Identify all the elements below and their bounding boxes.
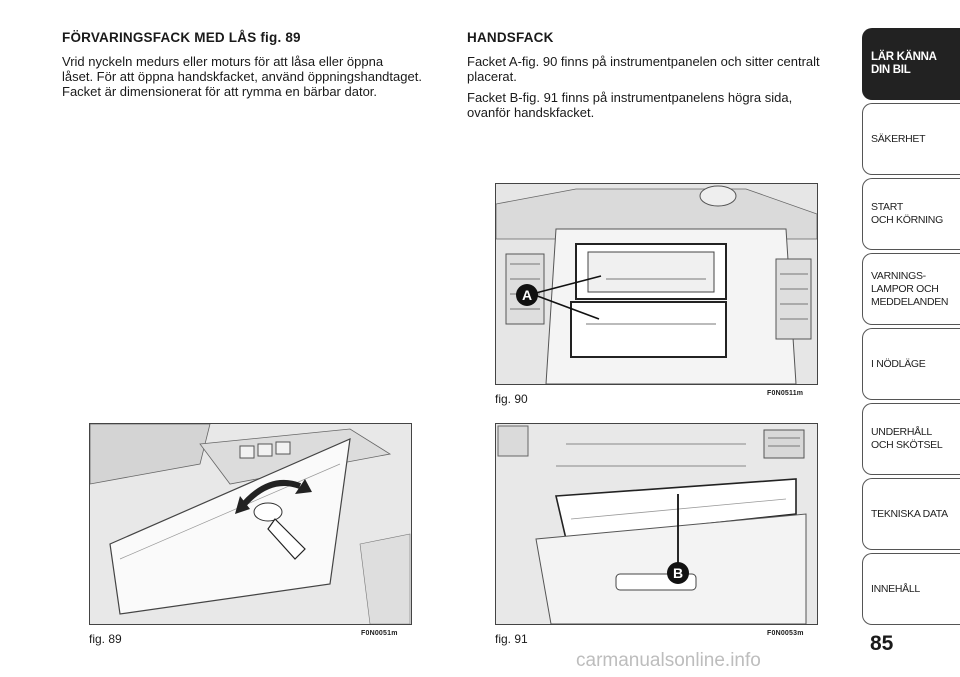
- page-number: 85: [870, 632, 894, 655]
- tab-label: SÄKERHET: [871, 132, 926, 145]
- tab-lar-kanna-din-bil[interactable]: [862, 28, 960, 100]
- body-line: Facket B-fig. 91 finns på instrumentpanelens högra sida,: [467, 90, 793, 105]
- tab-label: UNDERHÅLL OCH SKÖTSEL: [871, 426, 943, 451]
- tab-innehall[interactable]: [862, 553, 960, 625]
- figure-90-label: fig. 90: [495, 392, 528, 406]
- tab-tekniska-data[interactable]: [862, 478, 960, 550]
- body-line: ovanför handskfacket.: [467, 105, 595, 120]
- figure-91-code: F0N0053m: [767, 630, 804, 637]
- glovebox-lock-illustration: [90, 424, 411, 624]
- center-compartment-illustration: [496, 184, 817, 384]
- tab-label: I NÖDLÄGE: [871, 357, 926, 370]
- figure-91-label: fig. 91: [495, 632, 528, 646]
- tab-i-nodlage[interactable]: [862, 328, 960, 400]
- body-line: Vrid nyckeln medurs eller moturs för att låsa eller öppna: [62, 54, 384, 69]
- body-line: Facket A-fig. 90 finns på instrumentpanelen och sitter centralt: [467, 54, 820, 69]
- right-compartment-illustration: [496, 424, 817, 624]
- tab-sakerhet[interactable]: [862, 103, 960, 175]
- body-line: placerat.: [467, 69, 517, 84]
- tab-label: VARNINGS- LAMPOR OCH MEDDELANDEN: [871, 269, 949, 308]
- section-heading-locked-compartment: FÖRVARINGSFACK MED LÅS fig. 89: [62, 30, 301, 45]
- handsfack-body: [467, 54, 820, 120]
- figure-89-label: fig. 89: [89, 632, 122, 646]
- callout-a: A: [521, 287, 533, 303]
- tab-start-och-korning[interactable]: [862, 178, 960, 250]
- figure-89-glovebox-lock: [89, 423, 412, 625]
- figure-89-code: F0N0051m: [361, 630, 398, 637]
- body-line: Facket är dimensionerat för att rymma en bärbar dator.: [62, 84, 378, 99]
- tab-varningslampor[interactable]: [862, 253, 960, 325]
- locked-compartment-body: [62, 54, 422, 99]
- tab-label: TEKNISKA DATA: [871, 507, 948, 520]
- tab-label: INNEHÅLL: [871, 582, 920, 595]
- figure-91-right-compartment: [495, 423, 818, 625]
- figure-90-code: F0N0511m: [767, 390, 804, 397]
- callout-b: B: [672, 565, 684, 581]
- body-line: låset. För att öppna handskfacket, använd öppningshandtaget.: [62, 69, 422, 84]
- tab-underhall-och-skotsel[interactable]: [862, 403, 960, 475]
- tab-label: START OCH KÖRNING: [871, 201, 943, 226]
- figure-90-center-compartment: [495, 183, 818, 385]
- watermark: carmanualsonline.info: [576, 650, 761, 671]
- tab-label: LÄR KÄNNA DIN BIL: [871, 51, 937, 76]
- section-heading-handsfack: HANDSFACK: [467, 30, 554, 45]
